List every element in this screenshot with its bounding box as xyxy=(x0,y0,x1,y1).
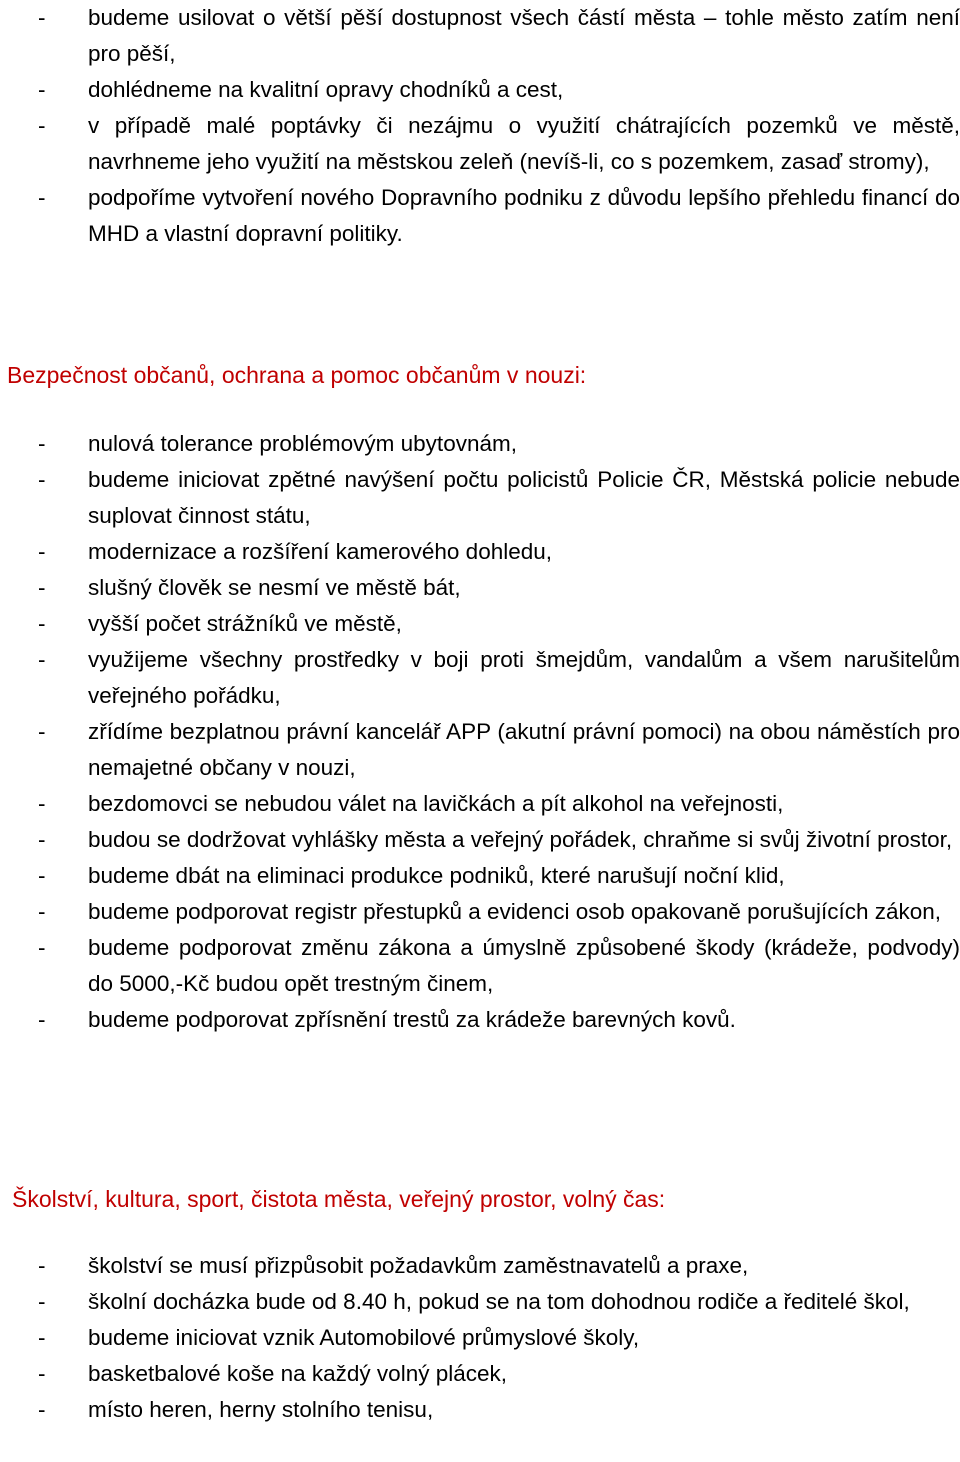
list-item-text: budeme podporovat změnu zákona a úmyslně způsobené škody (krádeže, podvody) do 5000,-Kč budou opět trestným činem, xyxy=(88,935,960,996)
list-item xyxy=(0,786,960,822)
dash-bullet: - xyxy=(38,1361,46,1386)
list-item-text: bezdomovci se nebudou válet na lavičkách a pít alkohol na veřejnosti, xyxy=(88,791,784,816)
list-item-text: budeme podporovat zpřísnění trestů za krádeže barevných kovů. xyxy=(88,1007,736,1032)
list-item xyxy=(0,0,960,72)
list-item-text: dohlédneme na kvalitní opravy chodníků a cest, xyxy=(88,77,564,102)
dash-bullet: - xyxy=(38,539,46,564)
list-item xyxy=(0,534,960,570)
list-item xyxy=(0,894,960,930)
dash-bullet: - xyxy=(38,1007,46,1032)
list-item-text: slušný člověk se nesmí ve městě bát, xyxy=(88,575,461,600)
dash-bullet: - xyxy=(38,1397,46,1422)
list-item xyxy=(0,108,960,180)
list-item xyxy=(0,606,960,642)
list-item xyxy=(0,858,960,894)
dash-bullet: - xyxy=(38,1253,46,1278)
list-item-text: využijeme všechny prostředky v boji proti šmejdům, vandalům a všem narušitelům veřejného pořádku, xyxy=(88,647,960,708)
dash-bullet: - xyxy=(38,647,46,672)
list-item-text: v případě malé poptávky či nezájmu o využití chátrajících pozemků ve městě, navrhneme jeho využití na městskou zeleň (nevíš-li, co s pozemkem, zasaď stromy), xyxy=(88,113,960,174)
list-item xyxy=(0,1248,960,1284)
list-item-text: budeme usilovat o větší pěší dostupnost všech částí města – tohle město zatím není pro pěší, xyxy=(88,5,960,66)
list-item-text: školní docházka bude od 8.40 h, pokud se na tom dohodnou rodiče a ředitelé škol, xyxy=(88,1289,910,1314)
list-item-text: modernizace a rozšíření kamerového dohledu, xyxy=(88,539,553,564)
dash-bullet: - xyxy=(38,935,46,960)
list-item-text: podpoříme vytvoření nového Dopravního podniku z důvodu lepšího přehledu financí do MHD a vlastní dopravní politiky. xyxy=(88,185,960,246)
list-item xyxy=(0,72,960,108)
dash-bullet: - xyxy=(38,863,46,888)
list-item xyxy=(0,1320,960,1356)
section-heading-security: Bezpečnost občanů, ochrana a pomoc občanům v nouzi: xyxy=(7,362,587,388)
list-item-text: budou se dodržovat vyhlášky města a veřejný pořádek, chraňme si svůj životní prostor, xyxy=(88,827,953,852)
list-item-text: místo heren, herny stolního tenisu, xyxy=(88,1397,434,1422)
list-item-text: budeme iniciovat zpětné navýšení počtu policistů Policie ČR, Městská policie nebude suplovat činnost státu, xyxy=(88,467,960,528)
bullet-list-transport xyxy=(0,0,960,252)
list-item-text: budeme podporovat registr přestupků a evidenci osob opakovaně porušujících zákon, xyxy=(88,899,942,924)
list-item-text: nulová tolerance problémovým ubytovnám, xyxy=(88,431,517,456)
dash-bullet: - xyxy=(38,1289,46,1314)
dash-bullet: - xyxy=(38,1325,46,1350)
list-item xyxy=(0,930,960,1002)
dash-bullet: - xyxy=(38,77,46,102)
list-item xyxy=(0,1284,960,1320)
list-item xyxy=(0,426,960,462)
list-item xyxy=(0,822,960,858)
dash-bullet: - xyxy=(38,899,46,924)
dash-bullet: - xyxy=(38,431,46,456)
list-item xyxy=(0,570,960,606)
list-item xyxy=(0,180,960,252)
list-item xyxy=(0,1356,960,1392)
list-item-text: basketbalové koše na každý volný plácek, xyxy=(88,1361,507,1386)
dash-bullet: - xyxy=(38,611,46,636)
dash-bullet: - xyxy=(38,719,46,744)
dash-bullet: - xyxy=(38,827,46,852)
list-item-text: budeme dbát na eliminaci produkce podniků, které narušují noční klid, xyxy=(88,863,785,888)
list-item xyxy=(0,1392,960,1428)
dash-bullet: - xyxy=(38,575,46,600)
list-item-text: budeme iniciovat vznik Automobilové průmyslové školy, xyxy=(88,1325,640,1350)
list-item xyxy=(0,462,960,534)
section-heading-education: Školství, kultura, sport, čistota města, veřejný prostor, volný čas: xyxy=(12,1186,666,1212)
bullet-list-education xyxy=(0,1248,960,1428)
dash-bullet: - xyxy=(38,185,46,210)
list-item xyxy=(0,714,960,786)
list-item-text: školství se musí přizpůsobit požadavkům zaměstnavatelů a praxe, xyxy=(88,1253,749,1278)
list-item-text: zřídíme bezplatnou právní kancelář APP (akutní právní pomoci) na obou náměstích pro nemajetné občany v nouzi, xyxy=(88,719,960,780)
bullet-list-security xyxy=(0,426,960,1038)
dash-bullet: - xyxy=(38,113,46,138)
list-item xyxy=(0,642,960,714)
list-item xyxy=(0,1002,960,1038)
dash-bullet: - xyxy=(38,791,46,816)
dash-bullet: - xyxy=(38,467,46,492)
dash-bullet: - xyxy=(38,5,46,30)
list-item-text: vyšší počet strážníků ve městě, xyxy=(88,611,402,636)
